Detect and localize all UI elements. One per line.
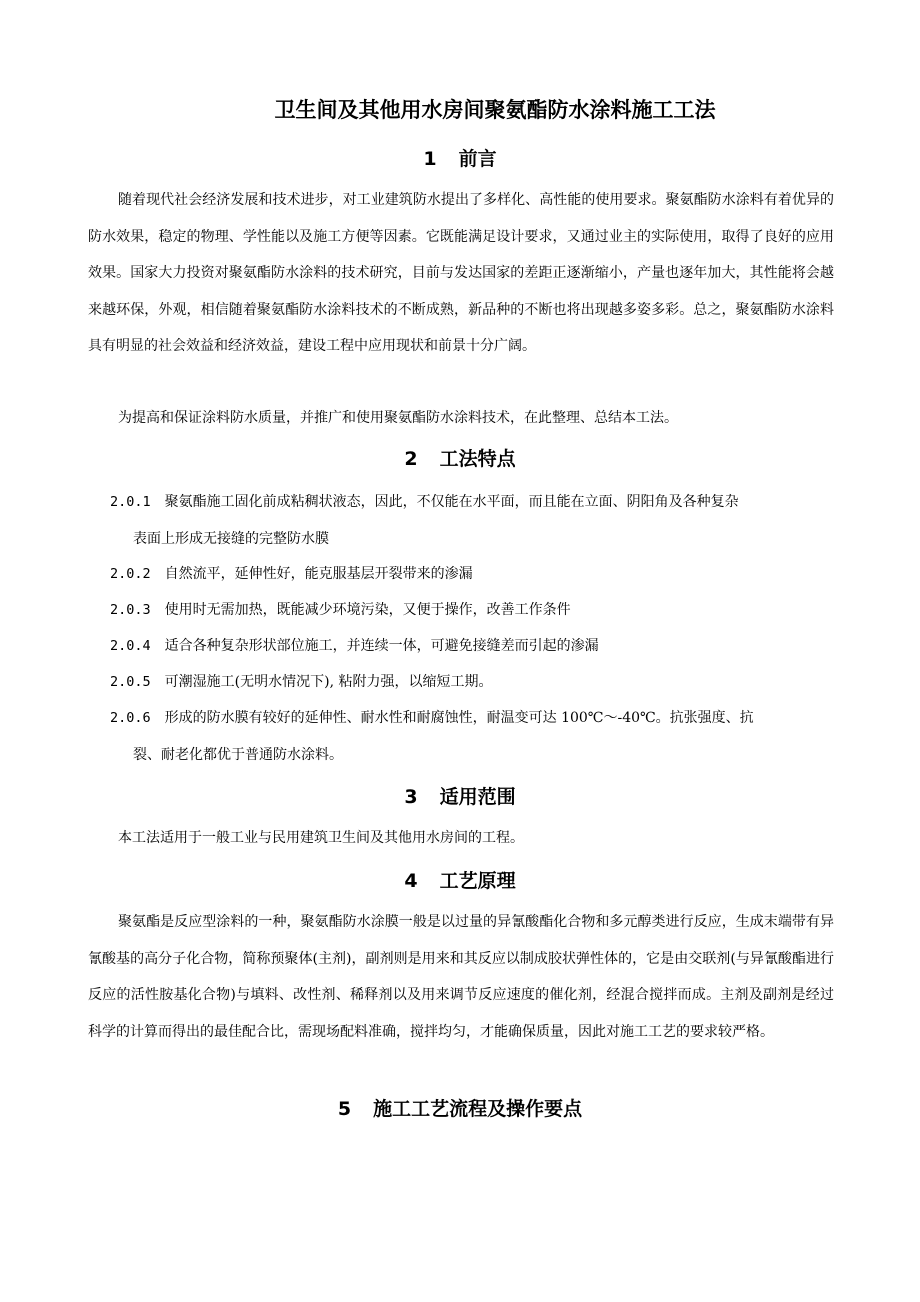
item-text: 可潮湿施工(无明水情况下), 粘附力强，以缩短工期。: [164, 674, 493, 690]
section-3-heading: [0, 784, 920, 810]
section-number: 1: [423, 148, 437, 170]
section-number: 4: [404, 870, 418, 892]
section-1-paragraph-2: 为提高和保证涂料防水质量，并推广和使用聚氨酯防水涂料技术，在此整理、总结本工法。: [118, 410, 678, 426]
item-text: 聚氨酯施工固化前成粘稠状液态，因此，不仅能在水平面，而且能在立面、阴阳角及各种复杂: [164, 494, 739, 510]
feature-item-2-0-4: [110, 628, 838, 665]
feature-item-2-0-2: [110, 556, 838, 593]
section-number: 3: [404, 786, 418, 808]
item-code: 2.0.2: [110, 566, 151, 582]
feature-item-2-0-1: [110, 484, 838, 557]
item-text-continued: 表面上形成无接缝的完整防水膜: [133, 530, 329, 547]
section-4-paragraph-1: 聚氨酯是反应型涂料的一种，聚氨酯防水涂膜一般是以过量的异氰酸酯化合物和多元醇类进行反应，生成末端带有异氰酸基的高分子化合物，简称预聚体(主剂)，副剂则是用来和其反应以制成胶状弹性体的，它是由交联剂(与异氰酸酯进行反应的活性胺基化合物)与填料、改性剂、稀释剂以及用来调节反应速度的催化剂，经混合搅拌而成。主剂及副剂是经过科学的计算而得出的最佳配合比，需现场配料准确，搅拌均匀，才能确保质量，因此对施工工艺的要求较严格。: [88, 914, 834, 1040]
item-text-continued: 裂、耐老化都优于普通防水涂料。: [133, 746, 343, 763]
section-1-paragraph-1: 随着现代社会经济发展和技术进步，对工业建筑防水提出了多样化、高性能的使用要求。聚氨酯防水涂料有着优异的防水效果，稳定的物理、学性能以及施工方便等因素。它既能满足设计要求，又通过业主的实际使用，取得了良好的应用效果。国家大力投资对聚氨酯防水涂料的技术研究，目前与发达国家的差距正逐渐缩小，产量也逐年加大，其性能将会越来越环保，外观，相信随着聚氨酯防水涂料技术的不断成熟，新品种的不断也将出现越多姿多彩。总之，聚氨酯防水涂料具有明显的社会效益和经济效益，建设工程中应用现状和前景十分广阔。: [88, 192, 834, 354]
section-title: 施工工艺流程及操作要点: [373, 1098, 583, 1120]
feature-item-2-0-3: [110, 592, 838, 629]
item-text: 使用时无需加热，既能减少环境污染，又便于操作，改善工作条件: [164, 602, 571, 618]
section-4-heading: [0, 868, 920, 894]
section-5-heading: [0, 1096, 920, 1122]
item-code: 2.0.3: [110, 602, 151, 618]
section-title: 工艺原理: [439, 870, 516, 892]
document-title: 卫生间及其他用水房间聚氨酯防水涂料施工工法: [274, 98, 716, 122]
section-title: 工法特点: [439, 448, 516, 470]
section-title: 前言: [458, 148, 497, 170]
section-number: 2: [404, 448, 418, 470]
item-code: 2.0.1: [110, 494, 151, 510]
section-1-heading: [0, 146, 920, 172]
item-text: 适合各种复杂形状部位施工，并连续一体，可避免接缝差而引起的渗漏: [164, 638, 599, 654]
item-text: 自然流平，延伸性好，能克服基层开裂带来的渗漏: [164, 566, 473, 582]
item-text: 形成的防水膜有较好的延伸性、耐水性和耐腐蚀性，耐温变可达 100℃～-40℃。抗张强度、抗: [164, 710, 754, 726]
section-3-paragraph-1: 本工法适用于一般工业与民用建筑卫生间及其他用水房间的工程。: [118, 830, 524, 846]
item-code: 2.0.4: [110, 638, 151, 654]
feature-item-2-0-5: [110, 664, 838, 701]
item-code: 2.0.6: [110, 710, 151, 726]
feature-item-2-0-6: [110, 700, 838, 773]
section-title: 适用范围: [439, 786, 516, 808]
section-2-heading: [0, 446, 920, 472]
item-code: 2.0.5: [110, 674, 151, 690]
section-number: 5: [337, 1098, 352, 1120]
